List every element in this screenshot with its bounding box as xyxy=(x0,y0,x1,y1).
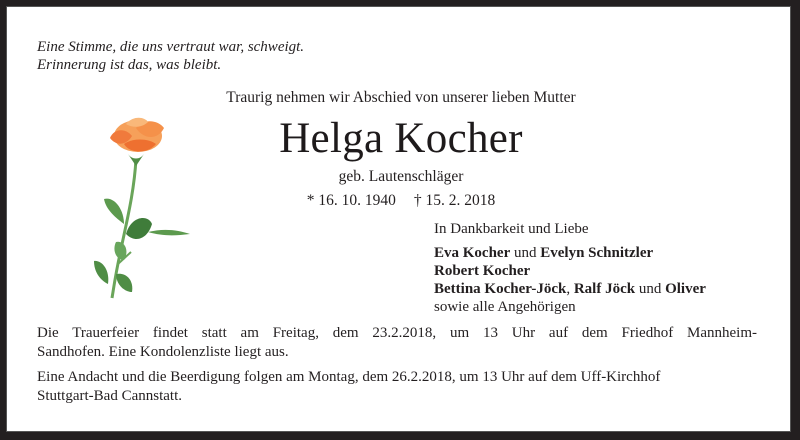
motto-line-2: Erinnerung ist das, was bleibt. xyxy=(37,57,222,73)
birth-date: * 16. 10. 1940 xyxy=(306,192,396,209)
rose-icon xyxy=(86,114,196,299)
motto-line-1: Eine Stimme, die uns vertraut war, schweigt. xyxy=(37,39,305,55)
mourner-line-3: Bettina Kocher-Jöck, Ralf Jöck und Oliver xyxy=(434,281,706,297)
death-date: † 15. 2. 2018 xyxy=(413,192,496,209)
funeral-notice: Die Trauerfeier findet statt am Freitag, dem 23.2.2018, um 13 Uhr auf dem Friedhof Mannheim- Sandhofen. Eine Kondolenzliste liegt aus. xyxy=(37,325,757,360)
mourner-line-1: Eva Kocher und Evelyn Schnitzler xyxy=(434,245,654,261)
intro-text: Traurig nehmen wir Abschied von unserer lieben Mutter xyxy=(226,89,576,106)
mourners-list xyxy=(434,244,706,316)
thanks-line: In Dankbarkeit und Liebe xyxy=(434,221,589,237)
obituary-card xyxy=(6,6,791,432)
mourner-line-4: sowie alle Angehörigen xyxy=(434,299,576,315)
motto-quote xyxy=(37,38,304,74)
life-dates xyxy=(218,192,584,210)
birth-name: geb. Lautenschläger xyxy=(338,168,464,185)
mourner-line-2: Robert Kocher xyxy=(434,263,531,279)
burial-notice: Eine Andacht und die Beerdigung folgen am Montag, dem 26.2.2018, um 13 Uhr auf dem Uff-Kirchhof Stuttgart-Bad Cannstatt. xyxy=(37,369,661,404)
deceased-name: Helga Kocher xyxy=(279,115,523,162)
